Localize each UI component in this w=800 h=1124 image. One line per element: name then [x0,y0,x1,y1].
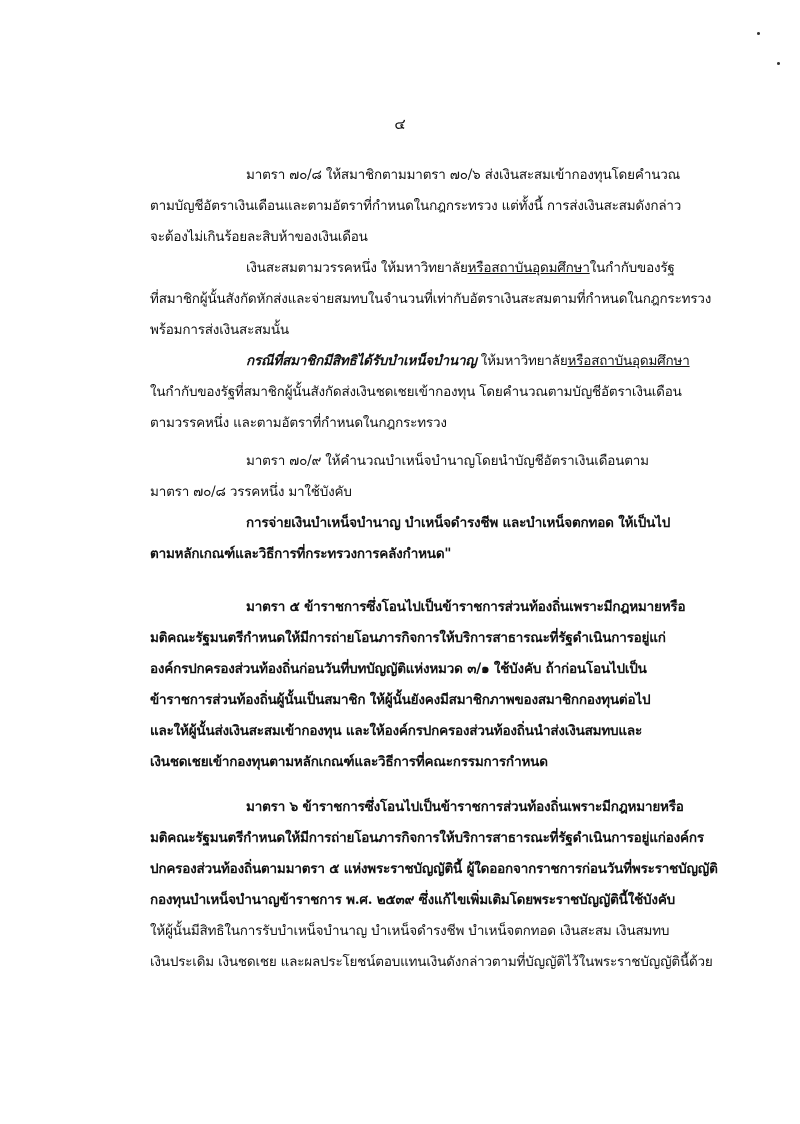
paragraph-line: พร้อมการส่งเงินสะสมนั้น [150,322,289,338]
paragraph-line: มาตรา ๖ ข้าราชการซึ่งโอนไปเป็นข้าราชการส่วนท้องถิ่นเพราะมีกฎหมายหรือ [246,799,684,815]
paragraph-line: องค์กรปกครองส่วนท้องถิ่นก่อนวันที่บทบัญญัติแห่งหมวด ๓/๑ ใช้บังคับ ถ้าก่อนโอนไปเป็น [150,661,647,677]
paragraph-line: ตามหลักเกณฑ์และวิธีการที่กระทรวงการคลังกำหนด" [150,546,452,562]
paragraph-line: มาตรา ๗๐/๘ วรรคหนึ่ง มาใช้บังคับ [150,484,352,500]
paragraph-line: กองทุนบำเหน็จบำนาญข้าราชการ พ.ศ. ๒๕๓๙ ซึ่งแก้ไขเพิ่มเติมโดยพระราชบัญญัตินี้ใช้บังคับ [150,892,676,908]
text-run: เงินสะสมตามวรรคหนึ่ง ให้มหาวิทยาลัย [246,260,468,276]
paragraph-line [150,346,710,377]
paragraph-line: ข้าราชการส่วนท้องถิ่นผู้นั้นเป็นสมาชิก ให้ผู้นั้นยังคงมีสมาชิกภาพของสมาชิกกองทุนต่อไป [150,692,651,708]
paragraph-line: ที่สมาชิกผู้นั้นสังกัดหักส่งและจ่ายสมทบในจำนวนที่เท่ากับอัตราเงินสะสมตามที่กำหนดในกฎกระทรวง [150,291,712,307]
section-5 [150,592,710,778]
paragraph-line [150,253,710,284]
paragraph-line: ในกำกับของรัฐที่สมาชิกผู้นั้นสังกัดส่งเงินชดเชยเข้ากองทุน โดยคำนวณตามบัญชีอัตราเงินเดือน [150,384,682,400]
text-run: ในกำกับของรัฐ [589,260,675,276]
paragraph-line: ปกครองส่วนท้องถิ่นตามมาตรา ๕ แห่งพระราชบัญญัตินี้ ผู้ใดออกจากราชการก่อนวันที่พระราชบัญญัติ [150,861,718,877]
scan-speck [777,62,780,65]
paragraph-line: มติคณะรัฐมนตรีกำหนดให้มีการถ่ายโอนภารกิจการให้บริการสาธารณะที่รัฐดำเนินการอยู่แก่ [150,630,666,646]
section-6 [150,792,718,978]
paragraph-line: การจ่ายเงินบำเหน็จบำนาญ บำเหน็จดำรงชีพ และบำเหน็จตกทอด ให้เป็นไป [246,515,671,531]
paragraph-line: ให้ผู้นั้นมีสิทธิในการรับบำเหน็จบำนาญ บำเหน็จดำรงชีพ บำเหน็จตกทอด เงินสะสม เงินสมทบ [150,923,670,939]
paragraph-line: ตามบัญชีอัตราเงินเดือนและตามอัตราที่กำหนดในกฎกระทรวง แต่ทั้งนี้ การส่งเงินสะสมดังกล่าว [150,198,682,214]
page-number: ๔ [394,115,406,133]
section-70-9 [150,446,710,570]
section-70-8 [150,160,710,439]
paragraph-line: มาตรา ๗๐/๘ ให้สมาชิกตามมาตรา ๗๐/๖ ส่งเงินสะสมเข้ากองทุนโดยคำนวณ [246,167,680,183]
paragraph-line: มติคณะรัฐมนตรีกำหนดให้มีการถ่ายโอนภารกิจการให้บริการสาธารณะที่รัฐดำเนินการอยู่แก่องค์กร [150,830,704,846]
paragraph-line: มาตรา ๕ ข้าราชการซึ่งโอนไปเป็นข้าราชการส่วนท้องถิ่นเพราะมีกฎหมายหรือ [246,599,686,615]
paragraph-line: ตามวรรคหนึ่ง และตามอัตราที่กำหนดในกฎกระทรวง [150,415,447,431]
paragraph-line: เงินชดเชยเข้ากองทุนตามหลักเกณฑ์และวิธีการที่คณะกรรมการกำหนด [150,754,548,770]
text-run: ให้มหาวิทยาลัย [476,353,568,369]
paragraph-line: เงินประเดิม เงินชดเชย และผลประโยชน์ตอบแทนเงินดังกล่าวตามที่บัญญัติไว้ในพระราชบัญญัตินี้ด้วย [150,954,713,970]
paragraph-line: มาตรา ๗๐/๙ ให้คำนวณบำเหน็จบำนาญโดยนำบัญชีอัตราเงินเดือนตาม [246,453,649,469]
paragraph-line: และให้ผู้นั้นส่งเงินสะสมเข้ากองทุน และให้องค์กรปกครองส่วนท้องถิ่นนำส่งเงินสมทบและ [150,723,643,739]
bold-italic-text: กรณีที่สมาชิกมีสิทธิได้รับบำเหน็จบำนาญ [246,353,477,369]
underlined-text: หรือสถาบันอุดมศึกษา [467,260,590,276]
underlined-text: หรือสถาบันอุดมศึกษา [567,353,690,369]
scan-speck [757,32,760,35]
paragraph-line: จะต้องไม่เกินร้อยละสิบห้าของเงินเดือน [150,229,368,245]
